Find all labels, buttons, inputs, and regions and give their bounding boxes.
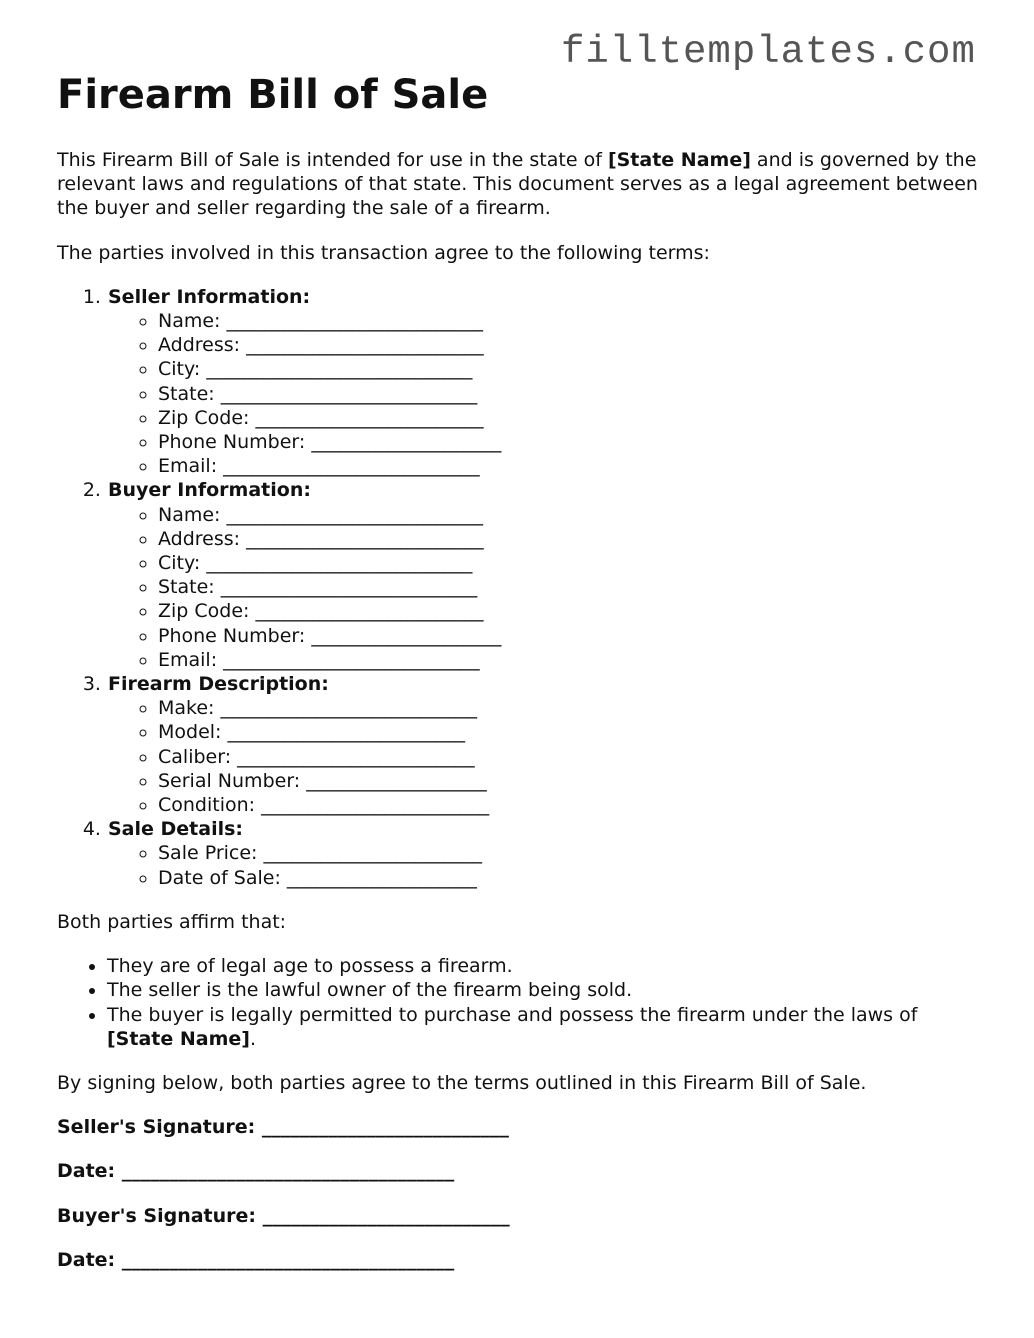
field-list [108, 309, 987, 478]
signature-blank: __________________________ [262, 1204, 510, 1227]
field-label: Address: [158, 527, 247, 550]
field-blank: ___________________________ [223, 455, 480, 478]
field-label: City: [158, 358, 207, 381]
field-label: Phone Number: [158, 624, 312, 647]
field-seller-state [158, 382, 987, 406]
field-firearm-make [158, 696, 987, 720]
field-seller-address [158, 333, 987, 357]
field-buyer-state [158, 575, 987, 599]
signature-blank: ___________________________________ [121, 1248, 455, 1271]
affirmation-tail: . [249, 1027, 256, 1050]
field-buyer-city [158, 551, 987, 575]
affirm-lead: Both parties affirm that: [57, 910, 287, 933]
field-label: Make: [158, 697, 221, 720]
field-list [108, 503, 987, 672]
affirmation-item: • The seller is the lawful owner of the firearm being sold. [107, 978, 987, 1002]
signature-label: Date: [57, 1248, 122, 1271]
section-seller [107, 285, 987, 479]
field-blank: _________________________ [246, 527, 484, 550]
field-buyer-phone [158, 624, 987, 648]
field-blank: _________________________ [227, 721, 465, 744]
field-blank: _______________________ [263, 842, 483, 865]
field-seller-zip [158, 406, 987, 430]
affirmation-item: • They are of legal age to possess a firearm. [107, 954, 987, 978]
affirmation-text: The buyer is legally permitted to purchase and possess the firearm under the laws of [107, 1003, 918, 1026]
field-label: Name: [158, 503, 227, 526]
field-buyer-zip [158, 599, 987, 623]
field-label: Model: [158, 721, 228, 744]
field-list [108, 696, 987, 817]
field-label: Serial Number: [158, 769, 307, 792]
field-blank: ___________________________ [223, 648, 480, 671]
field-label: City: [158, 552, 207, 575]
field-blank: _________________________ [237, 745, 475, 768]
field-blank: ____________________ [311, 624, 502, 647]
affirmation-state-placeholder: [State Name] [107, 1027, 250, 1050]
field-sale-date [158, 866, 987, 890]
affirmation-item [107, 1003, 987, 1051]
section-firearm [107, 672, 987, 817]
intro-text-after: and is governed by the relevant laws and regulations of that state. This document serves as a legal agreement between the buyer and seller regarding the sale of a firearm. [57, 149, 978, 220]
field-seller-phone [158, 430, 987, 454]
field-blank: ___________________________ [220, 576, 478, 599]
field-buyer-name [158, 503, 987, 527]
field-blank: ___________________________ [226, 310, 483, 333]
seller-signature-line [57, 1115, 987, 1139]
field-label: Condition: [158, 794, 262, 817]
section-heading: Firearm Description: [108, 673, 329, 696]
field-label: Email: [158, 455, 224, 478]
field-seller-email [158, 454, 987, 478]
watermark: filltemplates.com [561, 30, 976, 74]
field-label: Zip Code: [158, 406, 256, 429]
document-body [57, 148, 987, 1272]
field-list [108, 841, 987, 889]
field-blank: ____________________________ [206, 358, 473, 381]
section-heading: Seller Information: [108, 285, 311, 308]
terms-lead: The parties involved in this transaction agree to the following terms: [57, 241, 710, 264]
field-label: State: [158, 576, 221, 599]
field-label: Caliber: [158, 745, 238, 768]
seller-date-line [57, 1159, 987, 1183]
field-label: State: [158, 382, 221, 405]
section-buyer [107, 478, 987, 672]
field-label: Date of Sale: [158, 866, 287, 889]
field-blank: ___________________________ [226, 503, 483, 526]
field-blank: ____________________________ [206, 552, 473, 575]
field-blank: ________________________ [255, 406, 484, 429]
field-blank: ___________________ [306, 769, 487, 792]
field-sale-price [158, 841, 987, 865]
intro-text-before: This Firearm Bill of Sale is intended for use in the state of [57, 149, 608, 171]
signature-label: Buyer's Signature: [57, 1204, 263, 1227]
section-heading: Buyer Information: [108, 479, 311, 502]
intro-paragraph [57, 148, 987, 221]
signature-label: Date: [57, 1160, 122, 1183]
field-blank: ___________________________ [220, 697, 477, 720]
field-blank: ___________________________ [220, 382, 478, 405]
field-label: Zip Code: [158, 600, 256, 623]
field-blank: ____________________ [286, 866, 477, 889]
field-firearm-caliber [158, 745, 987, 769]
signature-blank: ___________________________________ [121, 1160, 455, 1183]
field-seller-name [158, 309, 987, 333]
field-label: Phone Number: [158, 431, 312, 454]
field-label: Address: [158, 334, 247, 357]
section-sale-details [107, 817, 987, 890]
section-heading: Sale Details: [108, 818, 244, 841]
field-seller-city [158, 357, 987, 381]
field-label: Sale Price: [158, 842, 264, 865]
page-title: Firearm Bill of Sale [57, 72, 489, 118]
terms-list [57, 285, 987, 890]
field-blank: ________________________ [261, 794, 490, 817]
signature-label: Seller's Signature: [57, 1116, 262, 1139]
buyer-date-line [57, 1248, 987, 1272]
field-label: Name: [158, 310, 227, 333]
closing-statement: By signing below, both parties agree to the terms outlined in this Firearm Bill of Sale. [57, 1071, 867, 1094]
buyer-signature-line [57, 1204, 987, 1228]
field-blank: _________________________ [246, 334, 484, 357]
field-firearm-model [158, 720, 987, 744]
field-blank: ________________________ [255, 600, 484, 623]
field-label: Email: [158, 648, 224, 671]
field-buyer-address [158, 527, 987, 551]
field-blank: ____________________ [311, 431, 502, 454]
field-firearm-serial [158, 769, 987, 793]
signature-blank: __________________________ [261, 1116, 509, 1139]
field-buyer-email [158, 648, 987, 672]
affirmation-list [57, 954, 987, 1051]
intro-state-placeholder: [State Name] [607, 149, 751, 171]
field-firearm-condition [158, 793, 987, 817]
